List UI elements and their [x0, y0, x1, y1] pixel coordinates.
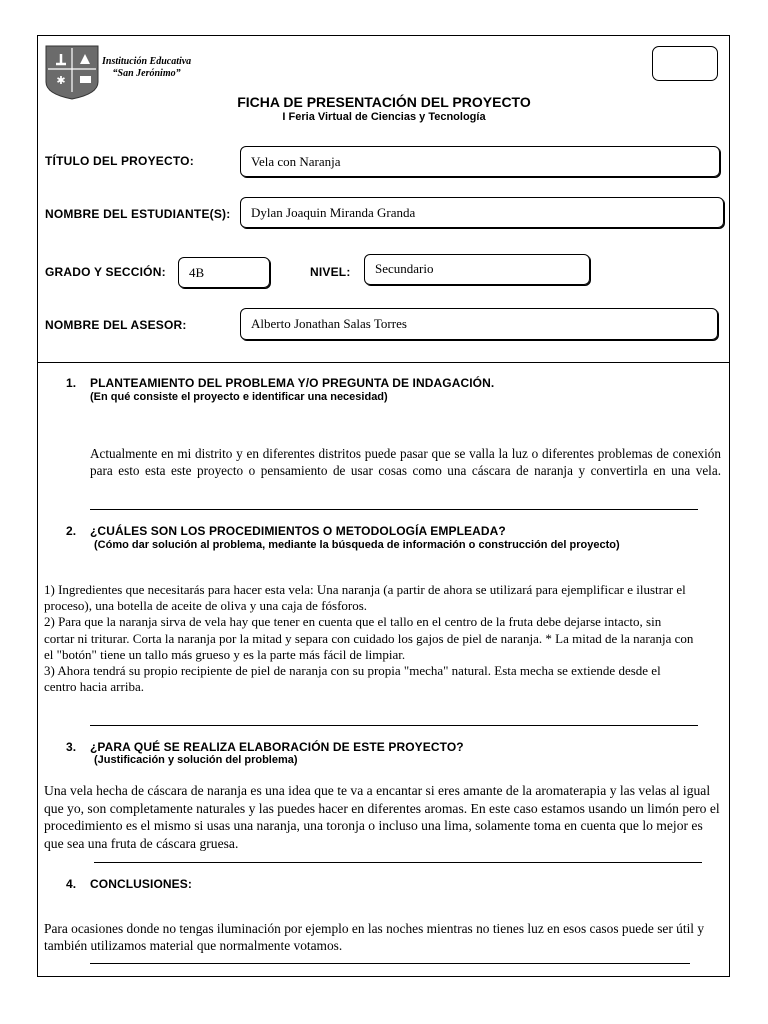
asesor-label: NOMBRE DEL ASESOR: — [45, 318, 187, 332]
section-3-heading: ¿PARA QUÉ SE REALIZA ELABORACIÓN DE ESTE PROYECTO? — [90, 740, 464, 754]
section-4-number: 4. — [66, 877, 77, 891]
section-1-subheading: (En qué consiste el proyecto e identificar una necesidad) — [90, 391, 388, 403]
section-2-subheading: (Cómo dar solución al problema, mediante la búsqueda de información o construcción del proyecto) — [94, 539, 620, 551]
section-3-number: 3. — [66, 740, 77, 754]
svg-text:✱: ✱ — [56, 74, 66, 87]
grado-field[interactable]: 4B — [178, 257, 270, 288]
section-2-number: 2. — [66, 524, 77, 538]
school-line-1: Institución Educativa — [102, 56, 192, 67]
section-1-number: 1. — [66, 376, 77, 390]
grado-label: GRADO Y SECCIÓN: — [45, 265, 166, 279]
section-1-text: Actualmente en mi distrito y en diferentes distritos puede pasar que se valla la luz o diferentes problemas de conexión para esto esta este proyecto o pensamiento de usar cosas como una cáscara de naranja y convertirla en una vela. — [90, 446, 721, 478]
section-3-rule — [94, 862, 702, 863]
section-2-heading: ¿CUÁLES SON LOS PROCEDIMIENTOS O METODOLOGÍA EMPLEADA? — [90, 524, 506, 538]
section-4-text: Para ocasiones donde no tengas iluminación por ejemplo en las noches mientras no tienes luz en esos casos puede ser útil y también utilizamos material que normalmente votamos. — [44, 921, 705, 953]
school-name — [102, 56, 191, 80]
section-2-paragraph-1: 1) Ingredientes que necesitarás para hacer esta vela: Una naranja (a partir de ahora se utilizará para ejemplificar e ilustrar el proceso), una botella de aceite de oliva y una caja de fósforos. — [44, 582, 686, 614]
section-1-heading: PLANTEAMIENTO DEL PROBLEMA Y/O PREGUNTA DE INDAGACIÓN. — [90, 376, 495, 390]
page-subtitle: I Feria Virtual de Ciencias y Tecnología — [282, 111, 486, 123]
estudiante-label: NOMBRE DEL ESTUDIANTE(S): — [45, 207, 231, 221]
asesor-field[interactable]: Alberto Jonathan Salas Torres — [240, 308, 718, 340]
section-1-rule — [90, 509, 698, 510]
section-2-paragraph-2: 2) Para que la naranja sirva de vela hay que tener en cuenta que el tallo en el centro de la fruta debe dejarse intacto, sin cortar ni triturar. Corta la naranja por la mitad y separa con cuidado los gajos de piel de naranja. * La mitad de la naranja con el "botón" tiene un tallo más grueso y es la parte más fácil de limpiar. — [44, 614, 694, 662]
section-4-heading: CONCLUSIONES: — [90, 877, 192, 891]
school-line-2: “San Jerónimo” — [112, 68, 181, 79]
section-2-rule — [90, 725, 698, 726]
page-title: FICHA DE PRESENTACIÓN DEL PROYECTO — [237, 94, 531, 110]
nivel-label: NIVEL: — [310, 265, 351, 279]
section-4-rule — [90, 963, 690, 964]
titulo-label: TÍTULO DEL PROYECTO: — [45, 154, 194, 168]
school-crest-icon — [44, 44, 100, 100]
estudiante-field[interactable]: Dylan Joaquin Miranda Granda — [240, 197, 724, 228]
section-3-subheading: (Justificación y solución del problema) — [94, 754, 298, 766]
code-box — [652, 46, 718, 81]
titulo-field[interactable]: Vela con Naranja — [240, 146, 720, 177]
header-divider — [37, 362, 730, 363]
section-2-text — [44, 582, 694, 695]
section-3-text: Una vela hecha de cáscara de naranja es una idea que te va a encantar si eres amante de la aromaterapia y las velas al igual que yo, son completamente naturales y las puedes hacer en diferentes aromas. En este caso estamos usando un limón pero el procedimiento es el mismo si usas una naranja, una toronja o incluso una lima, solamente toma en cuenta que lo mejor es que sea una fruta de cáscara gruesa. — [44, 783, 720, 851]
nivel-field[interactable]: Secundario — [364, 254, 590, 285]
section-2-paragraph-3: 3) Ahora tendrá su propio recipiente de piel de naranja con su propia "mecha" natural. Esta mecha se extiende desde el centro hacia arriba. — [44, 663, 661, 695]
